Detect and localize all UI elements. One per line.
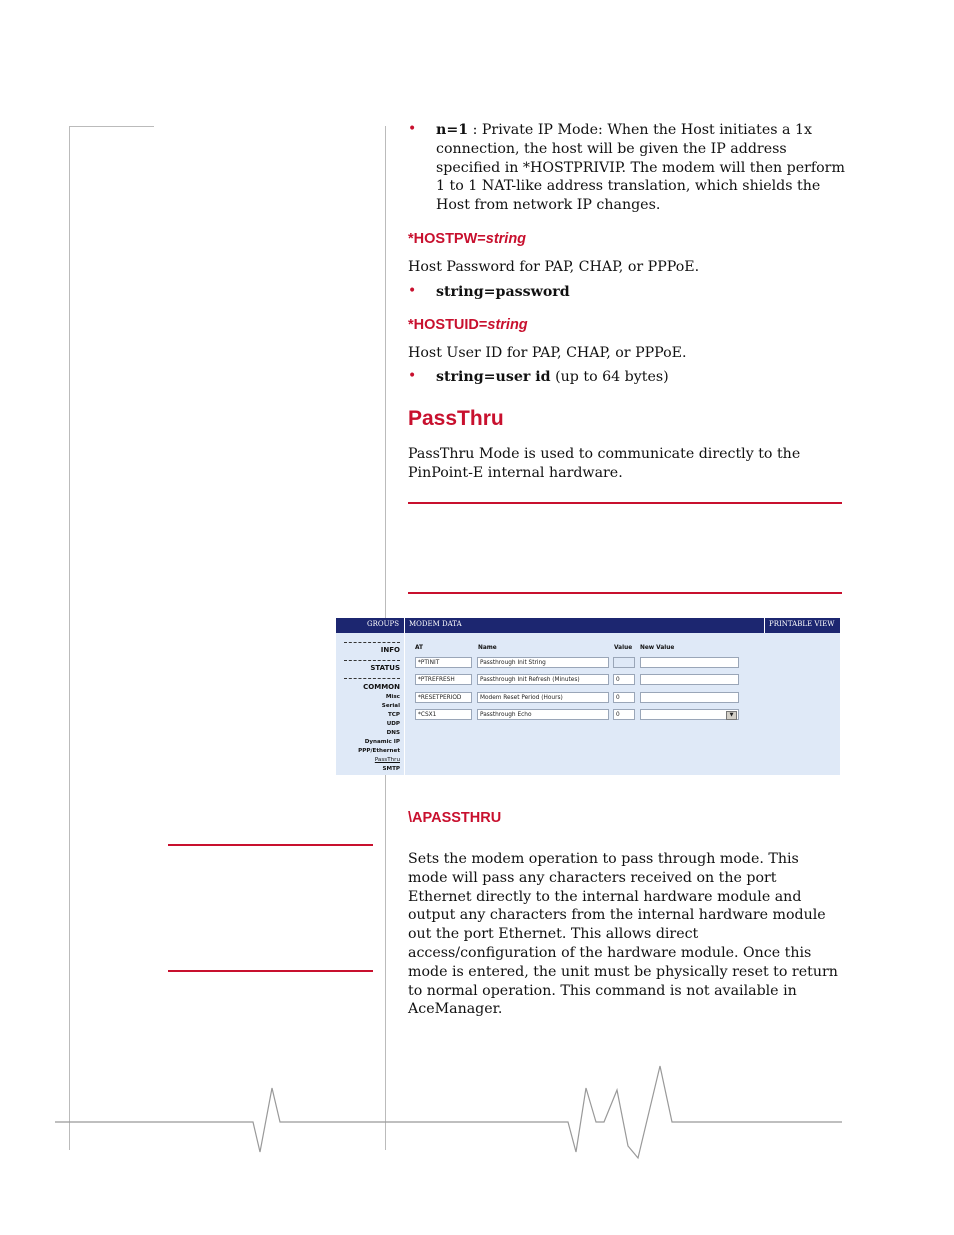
modem-data-panel: [406, 633, 840, 775]
hostpw-bullet-label: string=password: [436, 284, 570, 300]
screenshot-title-bar: [336, 618, 840, 633]
note-rule-top: [408, 502, 842, 504]
hostuid-arg: string: [487, 317, 528, 333]
group-common[interactable]: COMMON: [363, 683, 400, 691]
hostuid-bullet-label: string=user id: [436, 369, 551, 385]
sidebar-item-passthru[interactable]: PassThru: [374, 757, 400, 763]
note-rule-bottom: [408, 592, 842, 594]
hostpw-cmd: *HOSTPW=: [408, 231, 486, 247]
hostuid-bullet-text: (up to 64 bytes): [550, 369, 669, 385]
apassthru-heading: \APASSTHRU: [408, 810, 502, 826]
bar-separator: [764, 618, 765, 633]
row-value: 0: [613, 709, 635, 720]
chevron-down-icon[interactable]: ▼: [726, 711, 737, 720]
sidebar-item-smtp[interactable]: SMTP: [382, 766, 400, 772]
sidebar-item-ppp-ethernet[interactable]: PPP/Ethernet: [358, 748, 400, 754]
row-value: 0: [613, 692, 635, 703]
groups-label: GROUPS: [367, 620, 400, 628]
group-status[interactable]: STATUS: [370, 664, 400, 672]
footer-pulse-line: [0, 1060, 954, 1170]
sidebar-item-serial[interactable]: Serial: [381, 703, 400, 709]
row-value: [613, 657, 635, 668]
bar-separator: [404, 618, 405, 633]
hostpw-heading: [408, 231, 526, 247]
col-at: AT: [415, 645, 423, 651]
acemanager-screenshot: [336, 618, 840, 775]
divider: [344, 660, 400, 661]
passthru-heading: PassThru: [408, 407, 504, 430]
group-info[interactable]: INFO: [380, 646, 400, 654]
sidebar-item-misc[interactable]: Misc: [385, 694, 400, 700]
new-value-select[interactable]: [640, 709, 739, 720]
printable-view-link[interactable]: PRINTABLE VIEW: [769, 620, 835, 628]
col-new-value: New Value: [640, 645, 675, 651]
col-value: Value: [614, 645, 633, 651]
col-name: Name: [478, 645, 497, 651]
frame-top-rule: [69, 126, 154, 127]
bullet-marker: •: [408, 121, 417, 137]
row-name: Passthrough Echo: [477, 709, 609, 720]
row-name: Passthrough Init String: [477, 657, 609, 668]
bullet-n1: [436, 121, 846, 215]
hostuid-desc: Host User ID for PAP, CHAP, or PPPoE.: [408, 345, 687, 361]
row-at: *PTREFRESH: [415, 674, 472, 685]
frame-left-rule: [69, 126, 70, 1150]
row-value: 0: [613, 674, 635, 685]
divider: [344, 678, 400, 679]
row-at: *PTINIT: [415, 657, 472, 668]
apassthru-desc: Sets the modem operation to pass through mode. This mode will pass any characters received on the port Ethernet directly to the internal hardware module and output any characters from the internal hardware module out the port Ethernet. This allows direct access/configuration of the hardware module. Once this mode is entered, the unit must be physically reset to return to normal operation. This command is not available in AceManager.: [408, 851, 838, 1018]
row-at: *CSX1: [415, 709, 472, 720]
sidebar-item-udp[interactable]: UDP: [386, 721, 400, 727]
bullet-marker: •: [408, 368, 417, 384]
bullet-marker: •: [408, 283, 417, 299]
row-name: Modem Reset Period (Hours): [477, 692, 609, 703]
bullet-n1-text: : Private IP Mode: When the Host initiates a 1x connection, the host will be given the IP address specified in *HOSTPRIVIP. The modem will then perform 1 to 1 NAT-like address translation, which shields the Host from network IP changes.: [436, 122, 845, 214]
side-rule-bottom: [168, 970, 373, 972]
hostpw-bullet: [436, 283, 846, 302]
groups-sidebar: [336, 633, 404, 775]
hostpw-arg: string: [485, 231, 527, 247]
hostuid-cmd: *HOSTUID=: [408, 317, 488, 333]
passthru-desc: PassThru Mode is used to communicate directly to the PinPoint-E internal hardware.: [408, 446, 801, 481]
new-value-input[interactable]: [640, 692, 739, 703]
sidebar-item-tcp[interactable]: TCP: [387, 712, 400, 718]
side-rule-top: [168, 844, 373, 846]
new-value-input[interactable]: [640, 657, 739, 668]
row-name: Passthrough Init Refresh (Minutes): [477, 674, 609, 685]
divider: [344, 642, 400, 643]
hostuid-bullet: [436, 368, 846, 387]
sidebar-item-dns[interactable]: DNS: [386, 730, 400, 736]
sidebar-item-dynamic-ip[interactable]: Dynamic IP: [364, 739, 400, 745]
hostpw-desc: Host Password for PAP, CHAP, or PPPoE.: [408, 259, 700, 275]
bullet-n1-label: n=1: [436, 122, 469, 138]
new-value-input[interactable]: [640, 674, 739, 685]
hostuid-heading: [408, 317, 528, 333]
modem-data-label: MODEM DATA: [409, 620, 462, 628]
sidebar-divider: [404, 633, 405, 775]
row-at: *RESETPERIOD: [415, 692, 472, 703]
